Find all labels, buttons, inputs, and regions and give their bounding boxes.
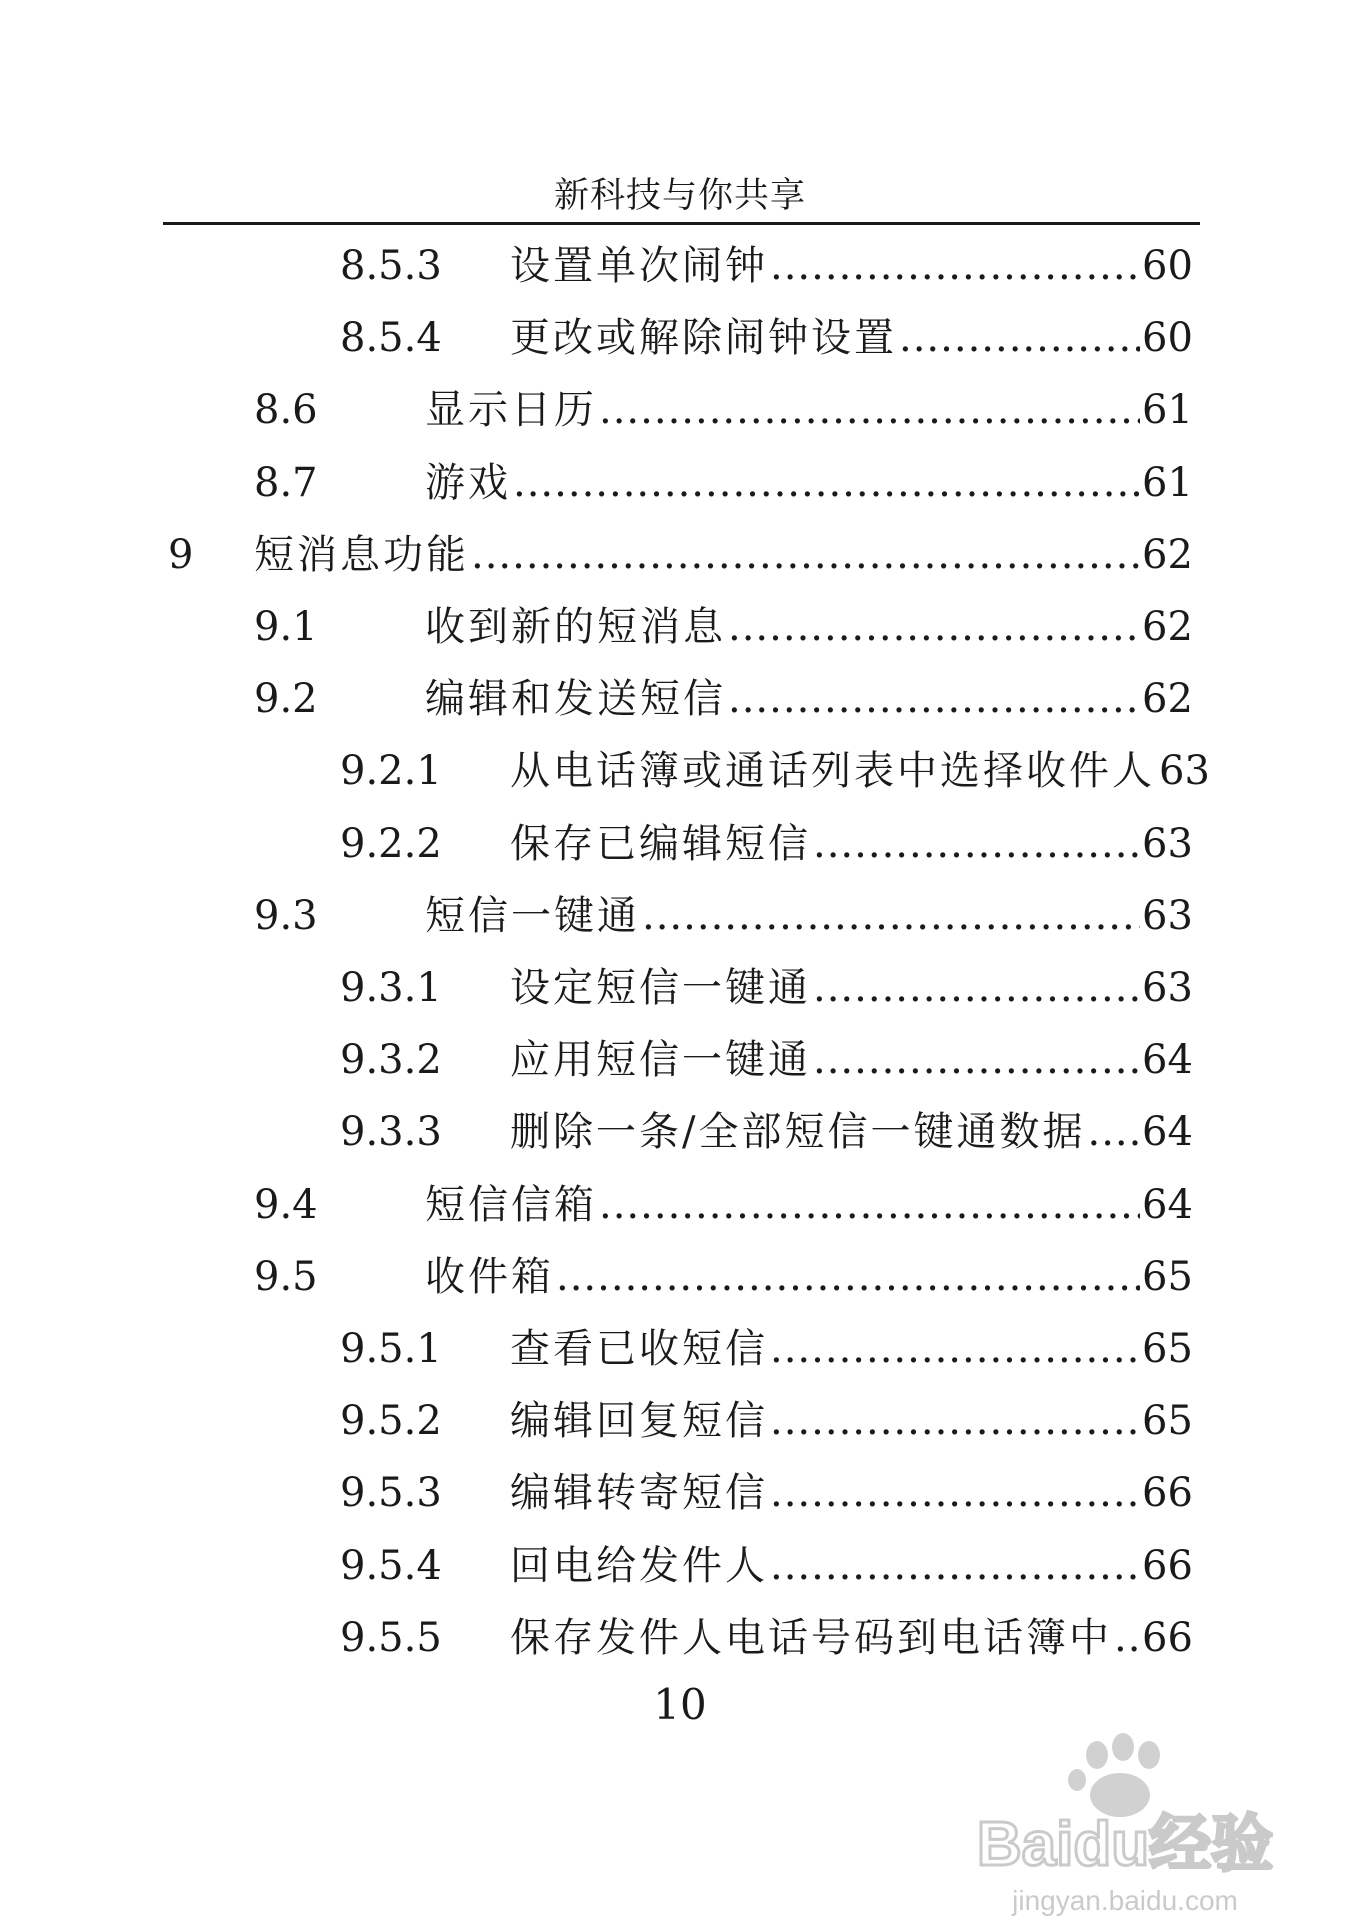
toc-entry-number: 8.7 <box>254 459 318 506</box>
toc-entry-number: 9.2.1 <box>340 748 442 795</box>
toc-entry-number: 9.2.2 <box>340 820 442 867</box>
toc-entry-page: 62 <box>1142 531 1193 578</box>
toc-entry[interactable] <box>0 1024 1360 1096</box>
dot-leader <box>556 1241 1140 1313</box>
toc-entry-page: 63 <box>1142 820 1193 867</box>
toc-entry-title: 设定短信一键通 <box>510 965 811 1011</box>
dot-leader <box>770 1530 1140 1602</box>
toc-entry-page: 66 <box>1142 1614 1193 1661</box>
toc-entry[interactable] <box>0 1096 1360 1168</box>
dot-leader <box>728 663 1140 735</box>
watermark-brand: Baidu经验 <box>976 1810 1274 1879</box>
toc-entry[interactable] <box>0 447 1360 519</box>
toc-entry-number: 8.5.4 <box>340 315 442 362</box>
toc-entry-number: 8.5.3 <box>340 243 442 289</box>
dot-leader <box>770 230 1140 302</box>
toc-entry[interactable] <box>0 735 1360 807</box>
paw-icon <box>1068 1733 1160 1817</box>
toc-entry-title: 保存已编辑短信 <box>510 820 811 867</box>
toc-entry-number: 9.5.5 <box>340 1614 442 1661</box>
dot-leader <box>770 1457 1140 1529</box>
toc-entry-title: 应用短信一键通 <box>510 1037 811 1084</box>
page-header-title: 新科技与你共享 <box>553 176 806 216</box>
toc-entry[interactable] <box>0 808 1360 880</box>
dot-leader <box>471 519 1140 591</box>
toc-entry-page: 60 <box>1142 315 1193 362</box>
toc-entry-title: 游戏 <box>425 459 511 506</box>
dot-leader <box>813 952 1140 1024</box>
toc-entry[interactable] <box>0 1385 1360 1457</box>
toc-entry-title: 从电话簿或通话列表中选择收件人 <box>510 748 1155 795</box>
dot-leader <box>599 1169 1140 1241</box>
toc-entry-page: 65 <box>1142 1326 1193 1372</box>
toc-entry-page: 61 <box>1142 387 1193 434</box>
toc-entry-title: 查看已收短信 <box>510 1326 768 1372</box>
toc-entry-title: 设置单次闹钟 <box>510 243 768 289</box>
toc-entry-number: 9 <box>168 531 194 578</box>
toc-entry-number: 9.5.4 <box>340 1542 442 1589</box>
toc-entry[interactable] <box>0 374 1360 446</box>
dot-leader <box>899 302 1140 374</box>
dot-leader <box>770 1313 1140 1385</box>
toc-entry-title: 编辑和发送短信 <box>425 676 726 723</box>
toc-entry-page: 64 <box>1142 1181 1193 1228</box>
dot-leader <box>770 1385 1140 1457</box>
toc-entry-page: 65 <box>1142 1253 1193 1300</box>
toc-entry-number: 9.3.2 <box>340 1037 442 1084</box>
toc-entry-number: 9.5.2 <box>340 1398 442 1445</box>
toc-entry-number: 9.3.1 <box>340 965 442 1011</box>
toc-entry[interactable] <box>0 952 1360 1024</box>
dot-leader <box>599 374 1140 446</box>
toc-entry-page: 63 <box>1142 965 1193 1011</box>
toc-entry[interactable] <box>0 519 1360 591</box>
toc-entry-number: 9.5.1 <box>340 1326 442 1372</box>
toc-entry-page: 62 <box>1142 676 1193 723</box>
toc-entry-title: 更改或解除闹钟设置 <box>510 315 897 362</box>
toc-entry-page: 63 <box>1142 892 1193 939</box>
toc-entry-number: 9.3.3 <box>340 1109 442 1156</box>
toc-entry-page: 64 <box>1142 1037 1193 1084</box>
toc-entry-number: 9.5.3 <box>340 1470 442 1517</box>
dot-leader <box>728 591 1140 663</box>
toc-entry-title: 收件箱 <box>425 1253 554 1300</box>
toc-entry-page: 65 <box>1142 1398 1193 1445</box>
toc-entry-number: 9.5 <box>254 1253 318 1300</box>
header-divider <box>163 222 1200 225</box>
toc-entry-page: 61 <box>1142 459 1193 506</box>
toc-entry-number: 9.4 <box>254 1181 318 1228</box>
toc-entry[interactable] <box>0 591 1360 663</box>
toc-entry-page: 64 <box>1142 1109 1193 1156</box>
toc-entry-number: 9.3 <box>254 892 318 939</box>
toc-entry[interactable] <box>0 1530 1360 1602</box>
toc-entry[interactable] <box>0 230 1360 302</box>
toc-entry-page: 60 <box>1142 243 1193 289</box>
toc-entry-page: 62 <box>1142 604 1193 650</box>
toc-entry-title: 删除一条/全部短信一键通数据 <box>510 1109 1086 1156</box>
toc-entry-page: 66 <box>1142 1470 1193 1517</box>
toc-entry[interactable] <box>0 302 1360 374</box>
watermark-url: jingyan.baidu.com <box>1012 1885 1238 1916</box>
page-number: 10 <box>653 1680 707 1729</box>
baidu-jingyan-watermark <box>960 1725 1290 1925</box>
toc-entry[interactable] <box>0 880 1360 952</box>
toc-entry-title: 编辑转寄短信 <box>510 1470 768 1517</box>
toc-entry[interactable] <box>0 1169 1360 1241</box>
toc-entry-page: 66 <box>1142 1542 1193 1589</box>
toc-entry-page: 63 <box>1159 748 1210 795</box>
toc-entry-title: 收到新的短消息 <box>425 604 726 650</box>
toc-entry-number: 8.6 <box>254 387 318 434</box>
toc-entry-title: 编辑回复短信 <box>510 1398 768 1445</box>
dot-leader <box>813 1024 1140 1096</box>
dot-leader <box>1114 1602 1140 1674</box>
toc-entry[interactable] <box>0 1602 1360 1674</box>
toc-entry[interactable] <box>0 1241 1360 1313</box>
toc-entry[interactable] <box>0 663 1360 735</box>
dot-leader <box>813 808 1140 880</box>
toc-entry-title: 回电给发件人 <box>510 1542 768 1589</box>
toc-entry-number: 9.1 <box>254 604 318 650</box>
toc-entry[interactable] <box>0 1457 1360 1529</box>
toc-entry-title: 保存发件人电话号码到电话簿中 <box>510 1614 1112 1661</box>
toc-entry[interactable] <box>0 1313 1360 1385</box>
toc-entry-number: 9.2 <box>254 676 318 723</box>
toc-entry-title: 显示日历 <box>425 387 597 434</box>
dot-leader <box>642 880 1140 952</box>
toc-entry-title: 短信一键通 <box>425 892 640 939</box>
dot-leader <box>513 447 1140 519</box>
toc-entry-title: 短消息功能 <box>254 531 469 578</box>
dot-leader <box>1087 1096 1140 1168</box>
toc-entry-title: 短信信箱 <box>425 1181 597 1228</box>
